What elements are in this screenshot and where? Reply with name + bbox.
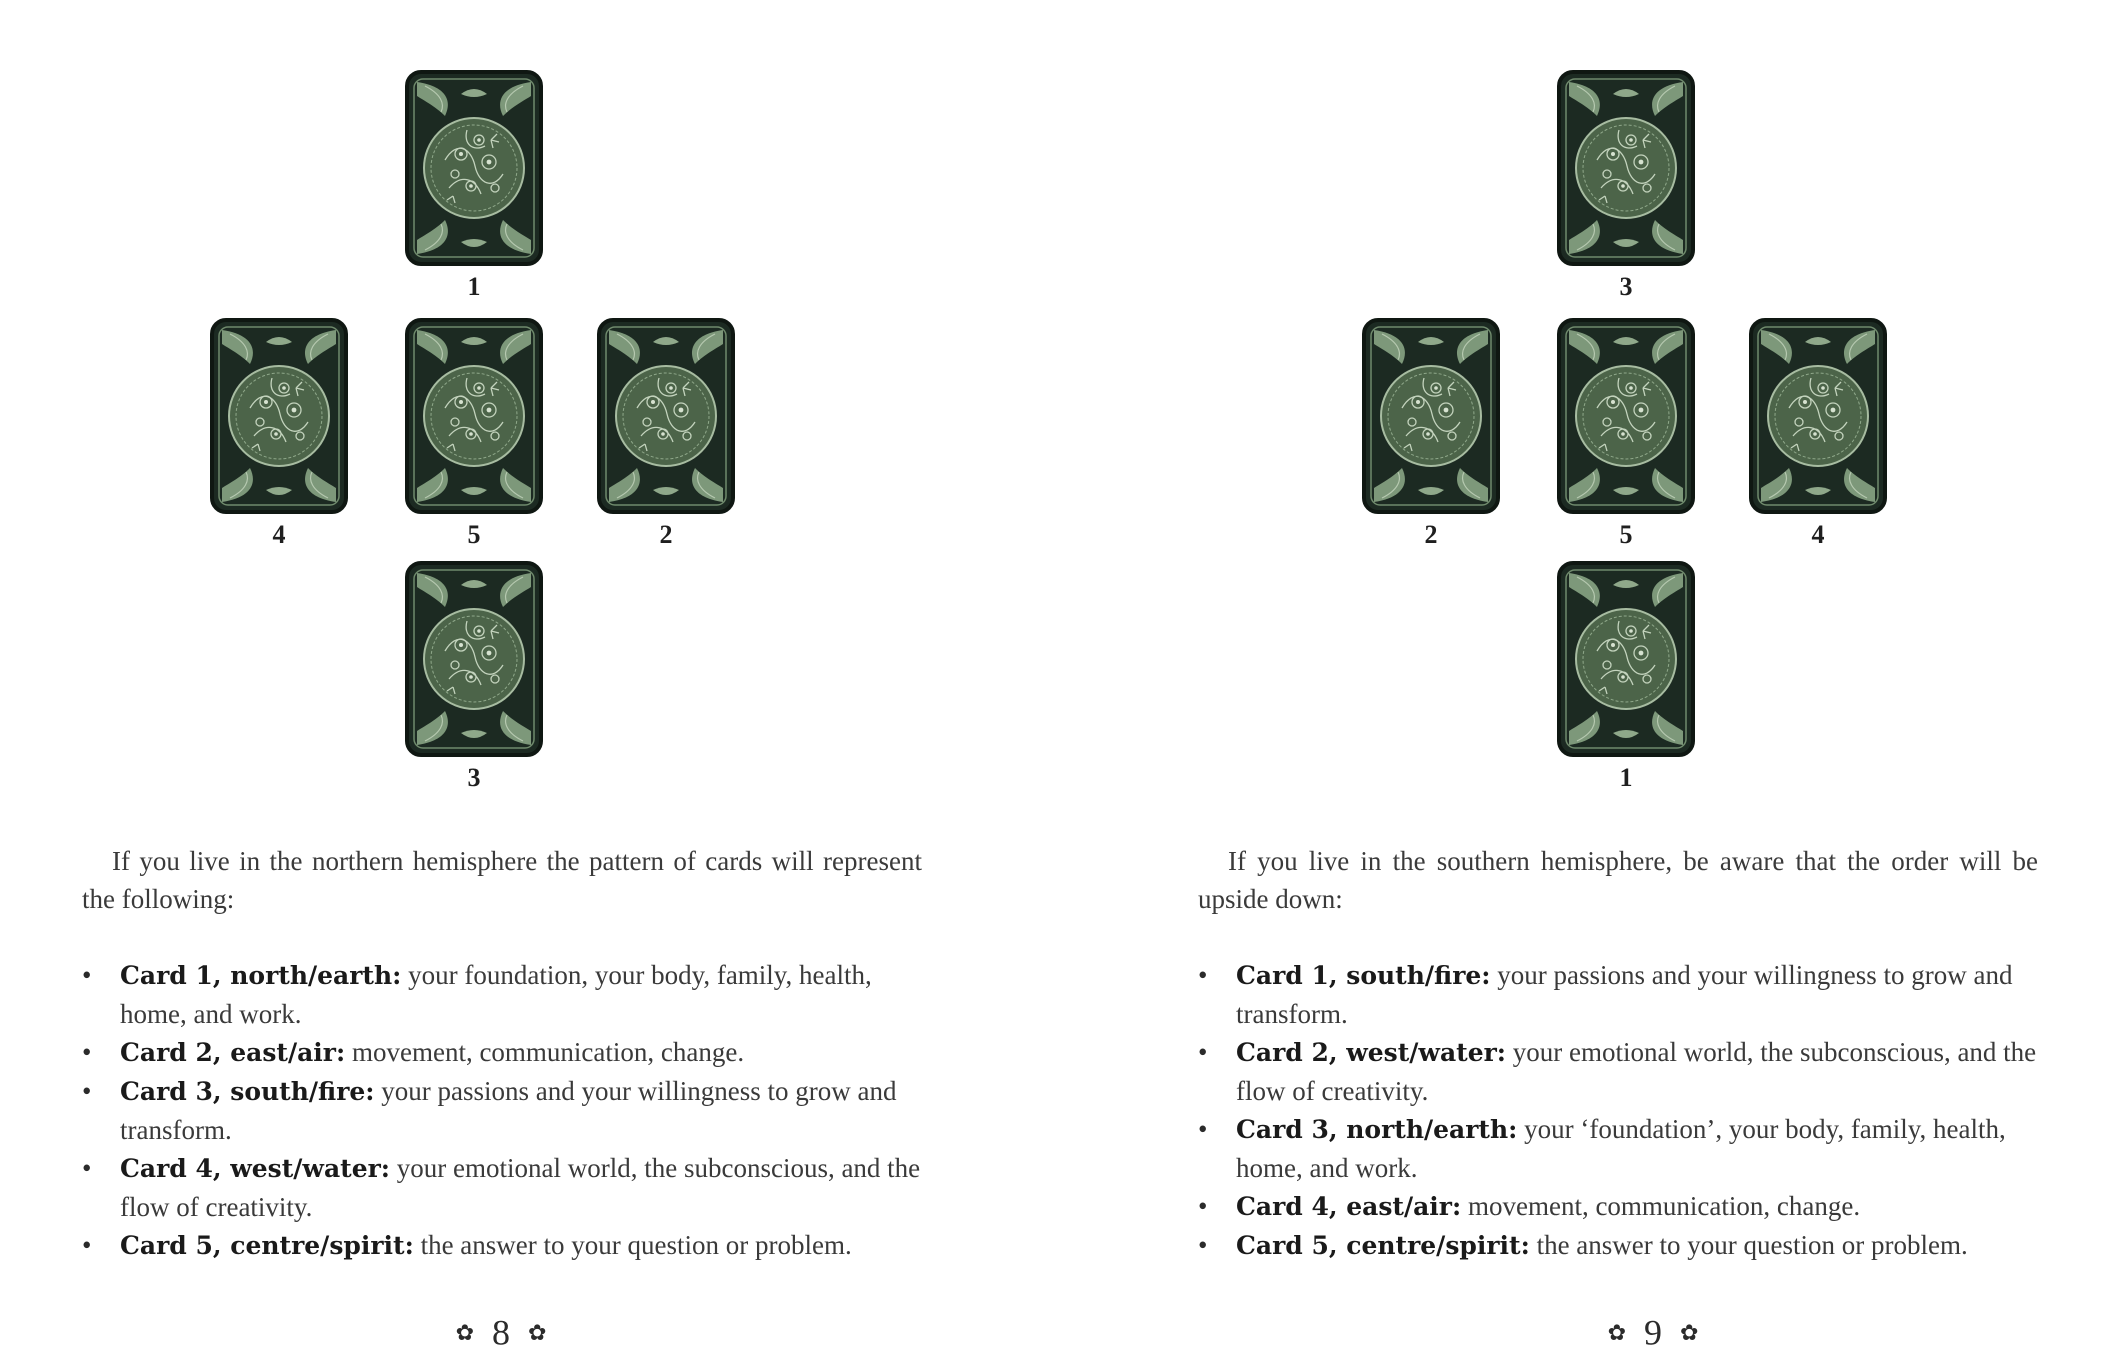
body-text bbox=[82, 842, 922, 1265]
card-back-icon bbox=[1362, 318, 1500, 514]
list-item bbox=[1198, 1033, 2038, 1110]
card-meaning-list bbox=[1198, 956, 2038, 1265]
list-item-term: Card 5, centre/spirit: bbox=[1236, 1231, 1530, 1260]
flower-icon: ✿ bbox=[1607, 1319, 1626, 1345]
card-number: 1 bbox=[467, 272, 481, 301]
page-folio bbox=[431, 1308, 571, 1354]
list-item-term: Card 1, south/fire: bbox=[1236, 961, 1491, 990]
flower-icon: ✿ bbox=[455, 1319, 474, 1345]
card-back-icon bbox=[405, 561, 543, 757]
intro-paragraph: If you live in the northern hemisphere the pattern of cards will represent the following: bbox=[82, 846, 922, 914]
page-folio bbox=[1583, 1308, 1723, 1354]
list-item-term: Card 4, east/air: bbox=[1236, 1192, 1462, 1221]
card-number: 5 bbox=[467, 520, 481, 549]
card-number: 1 bbox=[1619, 763, 1633, 792]
card-number: 4 bbox=[1811, 520, 1825, 549]
card-meaning-list bbox=[82, 956, 922, 1265]
page-number: 9 bbox=[1644, 1312, 1662, 1353]
list-item bbox=[1198, 1187, 2038, 1226]
intro-paragraph: If you live in the southern hemisphere, be aware that the order will be upside down: bbox=[1198, 846, 2038, 914]
card-number: 3 bbox=[1619, 272, 1633, 301]
card-back-icon bbox=[1557, 318, 1695, 514]
page-number: 8 bbox=[492, 1312, 510, 1353]
flower-icon: ✿ bbox=[528, 1319, 547, 1345]
list-item-text: movement, communication, change. bbox=[1461, 1191, 1861, 1221]
body-text bbox=[1198, 842, 2038, 1265]
flower-icon: ✿ bbox=[1680, 1319, 1699, 1345]
list-item bbox=[82, 956, 922, 1033]
list-item-term: Card 2, west/water: bbox=[1236, 1038, 1507, 1067]
list-item-term: Card 3, north/earth: bbox=[1236, 1115, 1518, 1144]
list-item-term: Card 1, north/earth: bbox=[120, 961, 402, 990]
card-back-icon bbox=[1749, 318, 1887, 514]
card-back-icon bbox=[405, 70, 543, 266]
card-back-icon bbox=[405, 318, 543, 514]
list-item-text: your emotional world, the subconscious, and the flow of creativity. bbox=[1236, 1037, 2037, 1106]
list-item-text: your foundation, your body, family, health, home, and work. bbox=[120, 960, 872, 1029]
list-item-term: Card 4, west/water: bbox=[120, 1154, 391, 1183]
list-item bbox=[82, 1149, 922, 1226]
card-number: 2 bbox=[1424, 520, 1438, 549]
card-back-icon bbox=[210, 318, 348, 514]
list-item bbox=[1198, 956, 2038, 1033]
list-item-text: the answer to your question or problem. bbox=[1529, 1230, 1968, 1260]
list-item-text: your passions and your willingness to grow and transform. bbox=[120, 1076, 897, 1145]
list-item bbox=[82, 1072, 922, 1149]
list-item-text: your ‘foundation’, your body, family, health, home, and work. bbox=[1236, 1114, 2006, 1183]
list-item-text: your passions and your willingness to grow and transform. bbox=[1236, 960, 2013, 1029]
list-item bbox=[1198, 1110, 2038, 1187]
list-item-text: your emotional world, the subconscious, and the flow of creativity. bbox=[120, 1153, 921, 1222]
list-item-text: movement, communication, change. bbox=[345, 1037, 745, 1067]
card-number: 3 bbox=[467, 763, 481, 792]
card-number: 2 bbox=[659, 520, 673, 549]
list-item bbox=[82, 1033, 922, 1072]
card-back-icon bbox=[597, 318, 735, 514]
list-item bbox=[1198, 1226, 2038, 1265]
list-item-text: the answer to your question or problem. bbox=[413, 1230, 852, 1260]
card-number: 5 bbox=[1619, 520, 1633, 549]
card-number: 4 bbox=[272, 520, 286, 549]
list-item bbox=[82, 1226, 922, 1265]
right-page bbox=[1052, 0, 2104, 1372]
card-back-icon bbox=[1557, 70, 1695, 266]
card-back-icon bbox=[1557, 561, 1695, 757]
list-item-term: Card 5, centre/spirit: bbox=[120, 1231, 414, 1260]
list-item-term: Card 3, south/fire: bbox=[120, 1077, 375, 1106]
list-item-term: Card 2, east/air: bbox=[120, 1038, 346, 1067]
